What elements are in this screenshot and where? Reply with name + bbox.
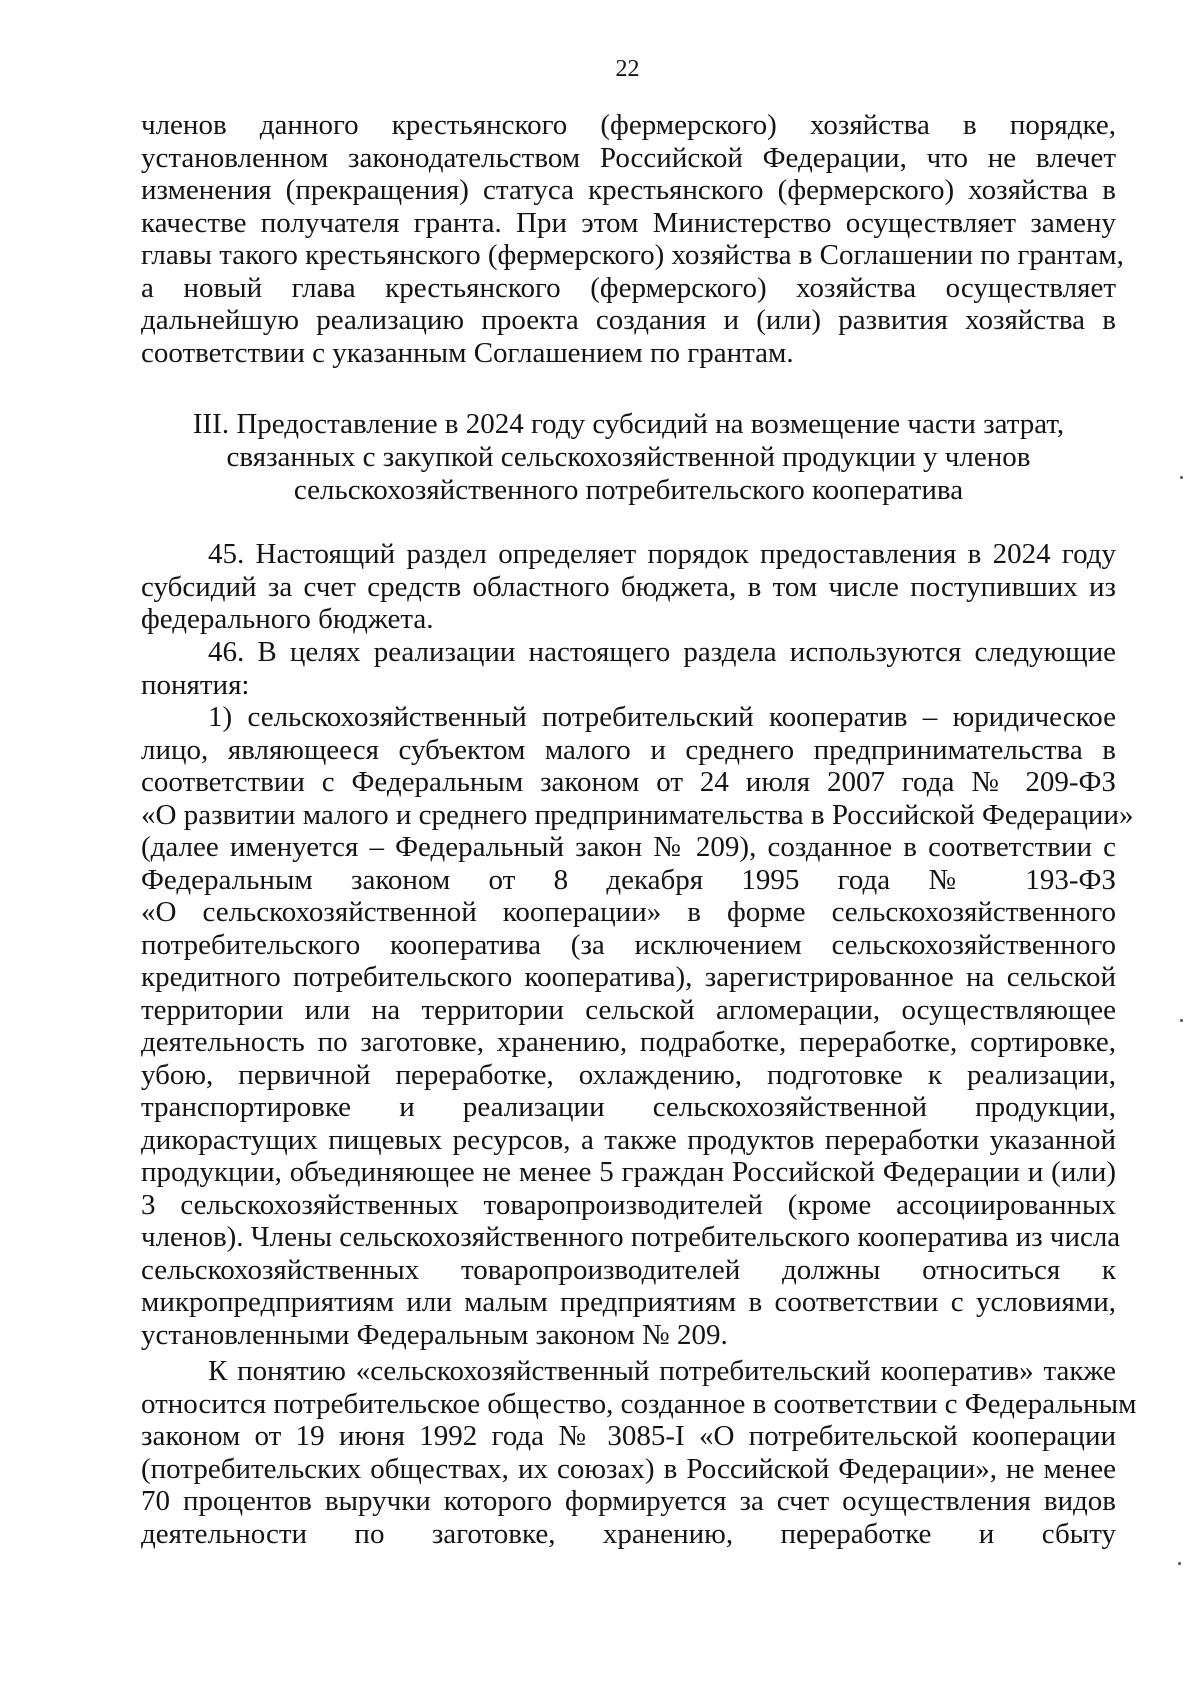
text-line: дикорастущих пищевых ресурсов, а также продуктов переработки указанной — [141, 1123, 1116, 1156]
text-line: членов данного крестьянского (фермерского) хозяйства в порядке, — [141, 109, 1116, 141]
text-line: 1) сельскохозяйственный потребительский кооператив – юридическое — [208, 701, 1116, 733]
heading-line: связанных с закупкой сельскохозяйственной продукции у членов — [226, 441, 1031, 473]
text-line: соответствии с Федеральным законом от 24 июля 2007 года № 209-ФЗ — [141, 766, 1116, 798]
text-line: а новый глава крестьянского (фермерского) хозяйства осуществляет — [141, 271, 1116, 304]
heading-line: III. Предоставление в 2024 году субсидий на возмещение части затрат, — [192, 408, 1065, 440]
text-line: 3 сельскохозяйственных товаропроизводителей (кроме ассоциированных — [141, 1188, 1116, 1221]
text-line: дальнейшую реализацию проекта создания и (или) развития хозяйства в — [141, 304, 1116, 336]
text-line: субсидий за счет средств областного бюджета, в том числе поступивших из — [141, 570, 1116, 603]
text-line: (далее именуется – Федеральный закон № 209), созданное в соответствии с — [141, 831, 1116, 863]
heading-line: сельскохозяйственного потребительского кооператива — [293, 474, 964, 506]
text-line: федерального бюджета. — [141, 603, 434, 635]
text-line: законом от 19 июня 1992 года № 3085-I «О потребительской кооперации — [141, 1420, 1116, 1452]
text-line: деятельности по заготовке, хранению, переработке и сбыту — [141, 1517, 1116, 1550]
text-line: продукции, объединяющее не менее 5 граждан Российской Федерации и (или) — [141, 1156, 1116, 1188]
text-line: соответствии с указанным Соглашением по грантам. — [141, 336, 794, 369]
text-line: главы такого крестьянского (фермерского) хозяйства в Соглашении по грантам, — [141, 239, 1124, 271]
text-line: 46. В целях реализации настоящего раздела используются следующие — [208, 636, 1116, 668]
text-line: изменения (прекращения) статуса крестьянского (фермерского) хозяйства в — [141, 174, 1116, 206]
page-number: 22 — [615, 56, 640, 82]
text-line: 70 процентов выручки которого формируется за счет осуществления видов — [141, 1485, 1116, 1517]
scan-speck — [1178, 1562, 1181, 1565]
text-line: «О развитии малого и среднего предпринимательства в Российской Федерации» — [141, 798, 1134, 831]
scan-speck — [1180, 476, 1183, 479]
text-line: транспортировке и реализации сельскохозяйственной продукции, — [141, 1091, 1116, 1123]
text-line: лицо, являющееся субъектом малого и среднего предпринимательства в — [141, 733, 1116, 766]
text-line: К понятию «сельскохозяйственный потребительский кооператив» также — [208, 1355, 1116, 1387]
paragraph-45 — [141, 538, 1116, 636]
text-line: членов). Члены сельскохозяйственного потребительского кооператива из числа — [141, 1221, 1121, 1253]
text-line: «О сельскохозяйственной кооперации» в форме сельскохозяйственного — [141, 896, 1116, 928]
text-line: относится потребительское общество, созданное в соответствии с Федеральным — [141, 1387, 1137, 1420]
text-line: кредитного потребительского кооператива), зарегистрированное на сельской — [141, 961, 1116, 993]
text-line: 45. Настоящий раздел определяет порядок предоставления в 2024 году — [208, 538, 1116, 570]
scan-speck — [1180, 1019, 1183, 1022]
text-line: установленными Федеральным законом № 209. — [141, 1318, 728, 1351]
text-line: территории или на территории сельской агломерации, осуществляющее — [141, 993, 1116, 1026]
item-1-definition — [141, 701, 1134, 1351]
text-line: сельскохозяйственных товаропроизводителей должны относиться к — [141, 1253, 1116, 1286]
paragraph-concept — [141, 1355, 1137, 1550]
text-line: потребительского кооператива (за исключением сельскохозяйственного — [141, 928, 1116, 961]
text-line: качестве получателя гранта. При этом Министерство осуществляет замену — [141, 206, 1116, 239]
text-line: убою, первичной переработке, охлаждению, подготовке к реализации, — [141, 1058, 1116, 1091]
paragraph-intro — [141, 109, 1124, 369]
text-line: Федеральным законом от 8 декабря 1995 года № 193-ФЗ — [141, 863, 1116, 896]
paragraph-46 — [141, 636, 1116, 701]
text-line: (потребительских обществах, их союзах) в Российской Федерации», не менее — [141, 1452, 1116, 1485]
section-heading — [141, 408, 1116, 507]
text-line: деятельность по заготовке, хранению, подработке, переработке, сортировке, — [141, 1026, 1116, 1058]
text-line: микропредприятиям или малым предприятиям в соответствии с условиями, — [141, 1286, 1116, 1318]
text-line: понятия: — [141, 668, 250, 701]
text-line: установленном законодательством Российской Федерации, что не влечет — [141, 141, 1116, 174]
